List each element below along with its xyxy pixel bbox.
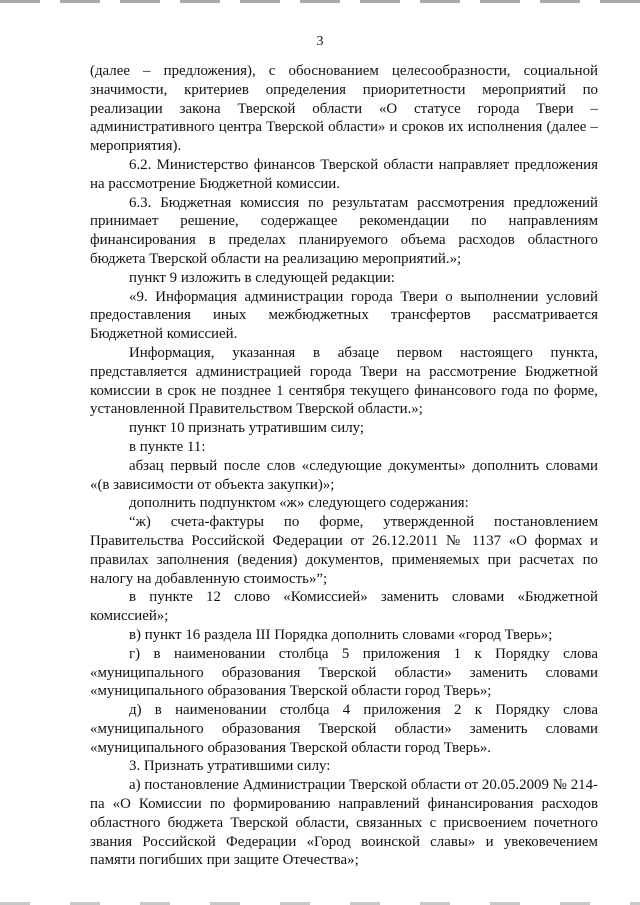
paragraph: пункт 10 признать утратившим силу; <box>129 420 365 437</box>
paragraph: г) в наименовании столбца 5 приложения 1 к Порядку слова «муниципального образования Тверской области» заменить словами «муниципального образования Тверской области город Тверь»; <box>90 645 598 700</box>
document-body <box>90 62 598 870</box>
paragraph: а) постановление Администрации Тверской области от 20.05.2009 № 214-па «О Комиссии по формированию направлений финансирования расходов областного бюджета Тверской области, связанных с присвоением почетного звания Российской Федерации «Город воинской славы» и увековечением памяти погибших при защите Отечества»; <box>90 777 598 869</box>
paragraph: д) в наименовании столбца 4 приложения 2 к Порядку слова «муниципального образования Тверской области» заменить словами «муниципального образования Тверской области город Тверь». <box>90 702 598 756</box>
paragraph: дополнить подпунктом «ж» следующего содержания: <box>129 495 469 512</box>
paragraph: в) пункт 16 раздела III Порядка дополнить словами «город Тверь»; <box>129 626 553 643</box>
paragraph: абзац первый после слов «следующие документы» дополнить словами «(в зависимости от объекта закупки)»; <box>90 457 598 493</box>
scan-top-edge <box>0 0 640 3</box>
paragraph: в пункте 12 слово «Комиссией» заменить словами «Бюджетной комиссией»; <box>90 589 598 625</box>
paragraph: в пункте 11: <box>129 438 206 455</box>
paragraph: 6.3. Бюджетная комиссия по результатам рассмотрения предложений принимает решение, содержащее рекомендации по направлениям финансирования в пределах планируемого объема расходов областного бюджета Тверской области на реализацию мероприятий.»; <box>90 194 598 267</box>
paragraph: 6.2. Министерство финансов Тверской области направляет предложения на рассмотрение Бюджетной комиссии. <box>90 156 598 192</box>
page-number: 3 <box>316 34 324 49</box>
paragraph: 3. Признать утратившими силу: <box>129 758 331 775</box>
paragraph: Информация, указанная в абзаце первом настоящего пункта, представляется администрацией города Твери на рассмотрение Бюджетной комиссии в срок не позднее 1 сентября текущего финансового года по форме, установленной Правительством Тверской области.»; <box>90 344 598 418</box>
paragraph: пункт 9 изложить в следующей редакции: <box>129 269 395 286</box>
paragraph: “ж) счета-фактуры по форме, утвержденной постановлением Правительства Российской Федерации от 26.12.2011 № 1137 «О формах и правилах заполнения (ведения) документов, применяемых при расчетах по налогу на добавленную стоимость»”; <box>90 514 598 587</box>
paragraph: (далее – предложения), с обоснованием целесообразности, социальной значимости, критериев определения приоритетности мероприятий по реализации закона Тверской области «О статусе города Твери – административного центра Тверской области» и сроков их исполнения (далее – мероприятия). <box>90 63 598 155</box>
paragraph: «9. Информация администрации города Твери о выполнении условий предоставления иных межбюджетных трансфертов рассматривается Бюджетной комиссией. <box>90 288 598 343</box>
